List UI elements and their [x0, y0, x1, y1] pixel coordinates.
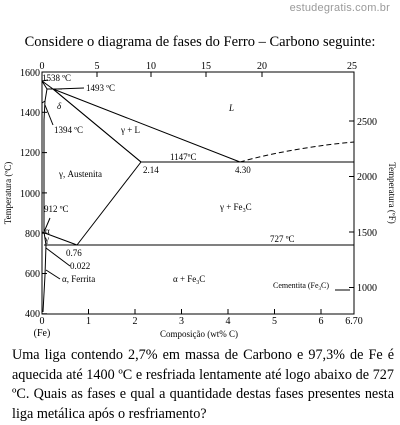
region-cementite: Cementita $(Fe_3C)$	[273, 281, 330, 292]
bottom-tick-label: 0	[39, 316, 45, 327]
right-tick-label: 2500	[357, 117, 377, 128]
bottom-axis-title: Composição (wt% C)	[160, 329, 238, 339]
label-430: 4.30	[235, 165, 251, 175]
label-0022: 0.022	[70, 261, 91, 271]
right-tick-label: 1500	[357, 228, 377, 239]
right-axis-title: Temperatura (ºF)	[387, 162, 397, 224]
right-axis	[349, 121, 354, 288]
region-ferrite: α, Ferrita	[62, 274, 96, 284]
right-tick-label: 2000	[357, 172, 377, 183]
bottom-tick-label: 5	[272, 316, 277, 327]
region-gamma-l: γ + L	[121, 125, 141, 135]
label-1147: 1147ºC	[170, 152, 197, 162]
region-alpha: α	[45, 226, 50, 236]
question-text: Uma liga contendo 2,7% em massa de Carbono e 97,3% de Fe é aquecida até 1400 ºC e resfriada lentamente até logo abaixo de 727 ºC. Quais as fases e qual a quantidade destas fases presentes nesta liga metálica após o resfriamento?	[12, 347, 394, 422]
label-1394: 1394 ºC	[54, 125, 84, 135]
left-tick-label: 1000	[20, 189, 40, 200]
label-727: 727 ºC	[270, 234, 295, 244]
top-tick-label: 25	[347, 61, 357, 72]
iron-carbon-phase-diagram	[0, 56, 400, 344]
region-liquid: L	[229, 103, 235, 113]
left-axis-title: Temperatura (ºC)	[3, 161, 13, 225]
top-tick-label: 20	[257, 61, 267, 72]
bottom-tick-label: 4	[225, 316, 231, 327]
bottom-tick-label: 6	[318, 316, 324, 327]
label-076: 0.76	[66, 248, 82, 258]
top-tick-label: 10	[146, 61, 156, 72]
top-tick-label: 5	[94, 61, 100, 72]
bottom-tick-label: 3	[179, 316, 184, 327]
question-heading: Considere o diagrama de fases do Ferro – Carbono seguinte:	[24, 34, 376, 50]
region-austenite: γ, Austenita	[59, 169, 102, 179]
dashed-liquidus	[240, 142, 354, 162]
bottom-tick-label: 2	[132, 316, 138, 327]
leader-ferrita	[46, 270, 60, 279]
bottom-tick-label: 1	[86, 316, 91, 327]
liquidus-line	[42, 81, 240, 162]
region-gamma-fe3c: $\gamma + Fe_3C$	[220, 202, 252, 214]
fe-label: (Fe)	[33, 328, 51, 339]
leader-1493	[57, 88, 84, 89]
label-912: 912 ºC	[44, 204, 69, 214]
left-tick-label: 1200	[20, 148, 40, 159]
leader-1394	[45, 105, 53, 125]
top-tick-label: 15	[201, 61, 211, 72]
left-tick-label: 400	[25, 309, 40, 320]
alpha-boundary	[43, 232, 46, 312]
region-alpha-fe3c: $\alpha + Fe_3C$	[173, 274, 206, 286]
left-tick-label: 1400	[20, 108, 40, 119]
site-watermark: estudegratis.com.br	[289, 2, 390, 14]
left-tick-label: 600	[25, 269, 40, 280]
bottom-axis	[89, 309, 322, 314]
label-1493: 1493 ºC	[86, 83, 116, 93]
left-tick-label: 800	[25, 229, 40, 240]
region-gamma-small: γ	[45, 234, 49, 244]
label-1538: 1538 ºC	[42, 73, 72, 83]
label-214: 2.14	[143, 165, 159, 175]
top-tick-label: 0	[39, 61, 45, 72]
region-delta: δ	[57, 101, 62, 111]
top-axis	[42, 72, 354, 77]
bottom-tick-label: 6.70	[345, 316, 363, 327]
left-tick-label: 1600	[20, 68, 40, 79]
right-tick-label: 1000	[357, 283, 377, 294]
